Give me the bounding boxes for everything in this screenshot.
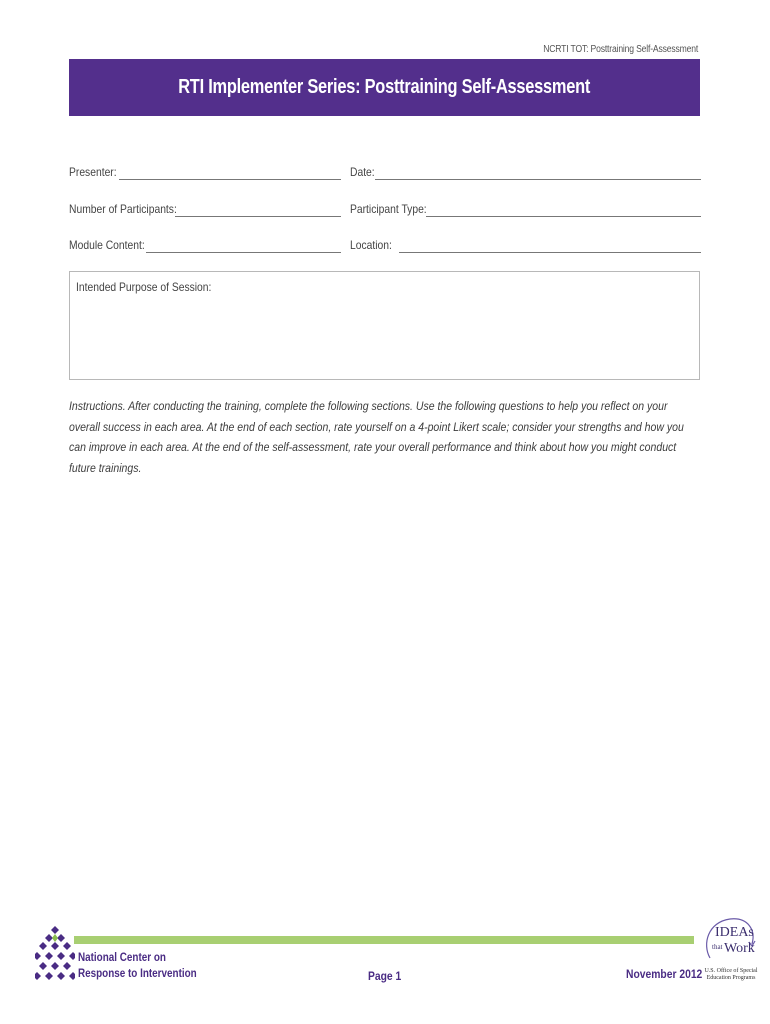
title-banner [69,59,700,116]
logo-caption [700,968,762,982]
logo-word-work: Work [724,941,755,956]
location-field [350,235,698,257]
page-title: RTI Implementer Series: Posttraining Self-Assessment [178,76,591,98]
ideas-that-work-logo-icon [700,914,760,986]
logo-caption-line1: U.S. Office of Special [704,968,758,974]
logo-caption-line2: Education Programs [706,975,756,981]
date-input[interactable] [375,177,701,180]
logo-word-that: that [712,943,723,951]
purpose-label: Intended Purpose of Session: [76,280,212,294]
org-name [78,950,197,982]
footer-date: November 2012 [626,967,703,981]
org-name-line1: National Center on [78,952,166,964]
ncrti-logo-icon [35,924,75,986]
logo-word-ideas: IDEAs [715,925,754,940]
participants-field [69,199,339,221]
participant-type-label: Participant Type: [350,202,427,216]
participants-input[interactable] [175,214,341,217]
purpose-textarea[interactable] [69,271,700,380]
presenter-input[interactable] [119,177,341,180]
running-header: NCRTI TOT: Posttraining Self-Assessment [543,44,698,55]
participants-label: Number of Participants: [69,202,177,216]
presenter-field [69,162,339,184]
module-content-field [69,235,339,257]
date-field [350,162,698,184]
footer-divider [74,936,694,944]
location-label: Location: [350,238,392,252]
presenter-label: Presenter: [69,165,117,179]
module-content-input[interactable] [146,250,341,253]
page-number: Page 1 [368,969,402,983]
participant-type-field [350,199,698,221]
location-input[interactable] [399,250,701,253]
org-name-line2: Response to Intervention [78,968,197,980]
date-label: Date: [350,165,375,179]
module-content-label: Module Content: [69,238,145,252]
instructions-text: Instructions. After conducting the training, complete the following sections. Use the following questions to help you reflect on your overall success in each area. At the end of each section, rate yourself on a 4-point Likert scale; consider your strengths and how you can improve in each area. At the end of the self-assessment, rate your overall performance and think about how you might conduct future trainings. [69,399,684,475]
participant-type-input[interactable] [426,214,701,217]
